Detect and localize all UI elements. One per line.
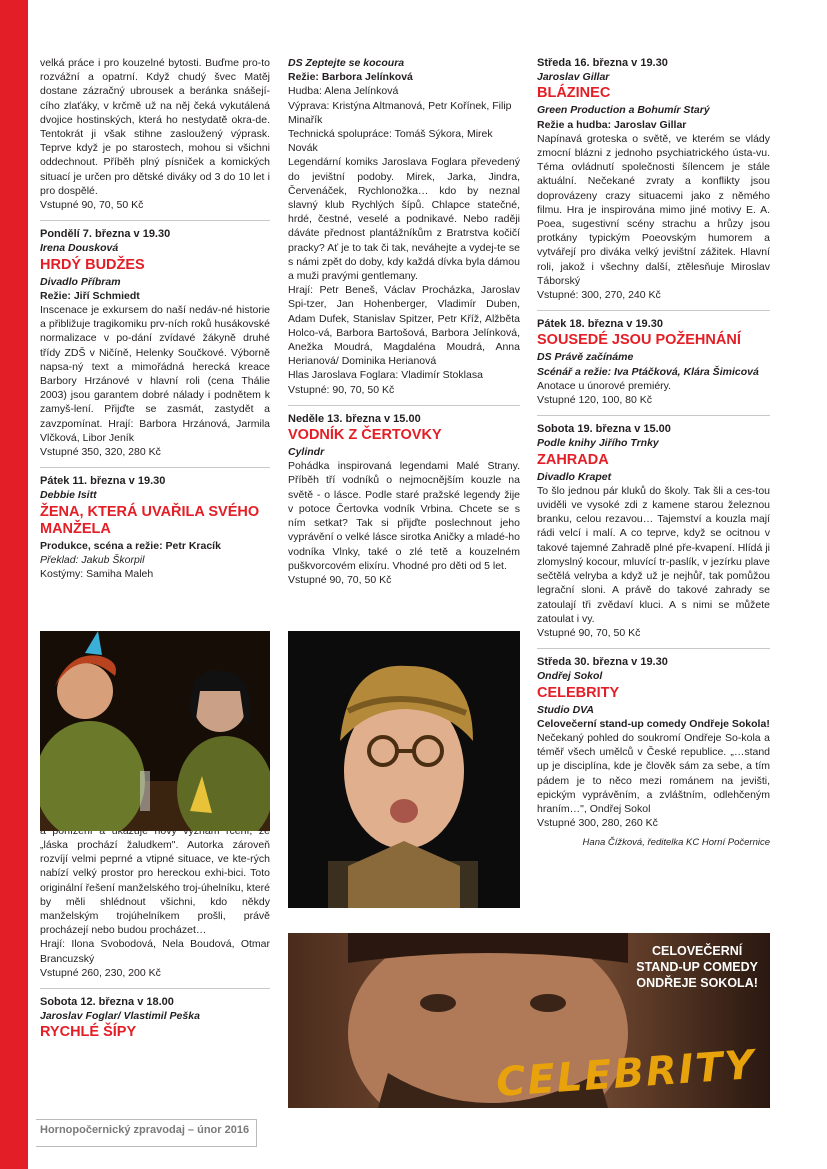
- event-description: Pohádka inspirovaná legendami Malé Strany. Příběh tří vodníků o nejmocnějším kouzle na světě - o lásce. Podle staré pražské legendy žije v potoce Čertovka vodník Vrbina. Chcete se s ním setkat? Tak si přijďte poslechnout jeho vyprávění o velké lásce sirotka Aničky a mladé-ho vodníka Vlnky, také o zlé tetě a kouzelném puškvorcovém elixíru. Vhodné pro děti od 5 let.: [288, 460, 520, 572]
- event-company: Cylindr: [288, 446, 325, 459]
- event-company: DS Právě začínáme: [537, 351, 634, 364]
- event-date: Středa 16. března v 19.30: [537, 57, 668, 69]
- event-description: Inscenace je exkursem do naší nedáv-né historie a přibližuje tragikomiku prv-ních roků husákovské normalizace v po-dání zvídavé žákyně druhé třídy ZDŠ v Ničíně, Helenky Součkové. Výborně napsa-ný text a mimořádná herecká kreace Barbory Hrzánové v hlavní roli (cena Thálie 2003) jsou garantem dobré nálady i podnětem k zamyš-lení. Přijďte se zasmát, zastydět a zavzpomínat. Hrají: Barbora Hrzánová, Jarmila Vlčková, Libor Jeník: [40, 304, 270, 444]
- event-company: Divadlo Krapet: [537, 470, 612, 483]
- footer-text: Hornopočernický zpravodaj – únor 2016: [40, 1124, 250, 1136]
- event-title: BLÁZINEC: [537, 85, 611, 102]
- banner-line-1: CELOVEČERNÍ: [651, 944, 743, 958]
- event-company: Studio DVA: [537, 703, 594, 716]
- signature: Hana Čížková, ředitelka KC Horní Počernice: [582, 837, 770, 849]
- event-date: Středa 30. března v 19.30: [537, 656, 668, 669]
- banner-line-3: ONDŘEJE SOKOLA!: [636, 976, 758, 990]
- divider: [40, 467, 270, 468]
- event-cast: Hrají: Petr Beneš, Václav Procházka, Jaroslav Spi-tzer, Jan Hohenberger, Vladimír Duben, Adam Dufek, Stanislav Spitzer, Petr Kříž, Alžběta Holco-vá, Barbora Bartošová, Barbora Jelínková, Anežka Moudrá, Magdaléna Moudrá, Anna Herianová/ Dominika Herianová: [288, 284, 520, 368]
- event-title: SOUSEDÉ JSOU POŽEHNÁNÍ: [537, 332, 741, 349]
- event-director: Režie: Jiří Schmiedt: [40, 289, 140, 302]
- event-production: Produkce, scéna a režie: Petr Kracík: [40, 539, 221, 552]
- divider: [537, 415, 770, 416]
- event-title: CELEBRITY: [537, 684, 620, 701]
- event-date: Pátek 11. března v 19.30: [40, 475, 166, 488]
- event-costumes: Kostýmy: Samiha Maleh: [40, 568, 154, 581]
- event-title: ZAHRADA: [537, 451, 609, 468]
- event-cast: Hrají: Ilona Svobodová, Nela Boudová, Otmar Brancuzský: [40, 938, 270, 965]
- event-author: Debbie Isitt: [40, 489, 97, 502]
- event-company: Green Production a Bohumír Starý: [537, 104, 710, 117]
- event-author: Podle knihy Jiřího Trnky: [537, 437, 659, 450]
- event-voice: Hlas Jaroslava Foglara: Vladimír Stoklasa: [288, 369, 483, 382]
- event-price: Vstupné 350, 320, 280 Kč: [40, 446, 161, 459]
- photo-illustration: [288, 631, 520, 908]
- banner-tagline: [636, 943, 758, 991]
- event-director: Režie a hudba: Jaroslav Gillar: [537, 118, 687, 131]
- event-author: Jaroslav Gillar: [537, 71, 610, 84]
- column-3: [537, 56, 770, 851]
- event-title: VODNÍK Z ČERTOVKY: [288, 427, 442, 444]
- event-description: Napínavá groteska o světě, ve kterém se vlády zmocní blázni z jednoho psychiatrického ústa-vu. Téma ovládnutí společnosti šílencem je stále aktuální. Nečekané zvraty a konflikty jsou doprovázeny crazy situacemi jako z němého filmu. Hra je inspirována mimo jiné motivy E. A. Poea, sugestivní scény strachu a hrůzy jsou protkány typickým Poeovským humorem a vytvářejí pro diváka velký jevištní zážitek. Hlavní roli, jakož i všechny další, ztělesňuje Miroslav Táborský: [537, 132, 770, 287]
- event-price: Vstupné 260, 230, 200 Kč: [40, 966, 161, 979]
- event-price: Vstupné 120, 100, 80 Kč: [537, 394, 653, 407]
- event-author: Jaroslav Foglar/ Vlastimil Peška: [40, 1010, 200, 1023]
- event-title: HRDÝ BUDŽES: [40, 256, 145, 273]
- credit-line: Hudba: Alena Jelínková: [288, 85, 399, 98]
- photo-two-women: [40, 631, 270, 831]
- event-author: Scénář a režie: Iva Ptáčková, Klára Šimicová: [537, 365, 759, 378]
- divider: [40, 220, 270, 221]
- event-price: Vstupné 300, 280, 260 Kč: [537, 817, 658, 830]
- credit-line: Výprava: Kristýna Altmanová, Petr Kořínek, Filip Minařík: [288, 99, 512, 126]
- photo-illustration: [40, 631, 270, 831]
- column-1: [40, 56, 270, 1042]
- event-director: Režie: Barbora Jelínková: [288, 71, 413, 84]
- banner-line-2: STAND-UP COMEDY: [636, 960, 758, 974]
- credit-line: Technická spolupráce: Tomáš Sýkora, Mirek Novák: [288, 128, 493, 155]
- event-date: Sobota 12. března v 18.00: [40, 995, 174, 1008]
- event-date: Sobota 19. března v 15.00: [537, 423, 671, 436]
- event-company: Divadlo Příbram: [40, 275, 121, 288]
- divider: [40, 988, 270, 989]
- event-description: Legendární komiks Jaroslava Foglara převedený do jevištní podoby. Mirek, Jarka, Jindra, Červenáček, Rychlonožka… kdo by neznal slavný klub Rychlých šípů. Chlapce statečné, hrdé, čestné, veselé a podnikavé. Nebo raději dáváte přednost plantážníkům z Bratrstva kočičí pracky? Ať je to tak či tak, neváhejte a vydej-te se s námi zpět do doby, kdy každá dívka byla dámou a muži pravými gentlemany.: [288, 156, 520, 283]
- event-translation: Překlad: Jakub Škorpil: [40, 553, 145, 566]
- event-price: Vstupné: 300, 270, 240 Kč: [537, 289, 661, 302]
- divider: [537, 648, 770, 649]
- photo-man-headscarf: [288, 631, 520, 908]
- event-company: DS Zeptejte se kocoura: [288, 57, 405, 69]
- event-author: Ondřej Sokol: [537, 670, 603, 683]
- banner-logo: CELEBRITY: [494, 1041, 758, 1107]
- event-price: Vstupné 90, 70, 50 Kč: [537, 626, 641, 639]
- red-margin-bar: [0, 0, 28, 1169]
- event-price: Vstupné: 90, 70, 50 Kč: [288, 383, 395, 396]
- divider: [288, 405, 520, 406]
- event-title: RYCHLÉ ŠÍPY: [40, 1024, 137, 1041]
- event-description: „láska prochází žaludkem". Autorka zároveň rozvíjí velmi peprné a vtipné situace, ve kte-rých nabízí velký prostor pro hereckou exhi-bici. Toto originální řešení manželského troj-úhelníku, které by měli shlédnout všichni, kdo někdy manželským trojúhelníkem prošli, právě procházejí nebo budou procházet…: [40, 838, 270, 937]
- event-description: To šlo jednou pár kluků do školy. Tak šli a ces-tou uviděli ve vysoké zdi z kamene starou železnou branku, celou rezavou… Tajemství a kouzla mají rádi velcí i malí. A co teprve, když se ocitnou v takové tajemné Zahradě plné pře-kvapení. Hlídá ji zlomyslný kocour, mluvící tr-paslík, v jezírku plave sečtělá velryba a když už je nejhůř, tak pomůžou legrační sloni. A právě do takové zahrady se zatoulají tři zvědaví kluci. A s nimi se můžete zatoulat i vy.: [537, 484, 770, 625]
- celebrity-banner: [288, 933, 770, 1108]
- event-title: ŽENA, KTERÁ UVAŘILA SVÉHO MANŽELA: [40, 503, 260, 537]
- intro-text: velká práce i pro kouzelné bytosti. Buďme pro-to rozvážní a opatrní. Když chudý švec Matěj dostane zázračný ubrousek a beránka snášejí-cího zlaťáky, v krčmě už na něj čeká vykutálená dvojice hostinských, která ho nestydatě okra-de. Tentokrát ji však stihne zasloužený výprask. Teprve když je po starostech, mohou si všichni oddechnout. Příběh plný písniček a komických situací je určen pro dětské diváky od 3 do 10 let i pro dospělé.: [40, 57, 270, 197]
- event-date: Pátek 18. března v 19.30: [537, 318, 663, 331]
- event-description: Nečekaný pohled do soukromí Ondřeje So-kola a téměř všech umělců v České republice. „…stand up je disciplína, kde je člověk sám za sebe, a tím pádem je to něco mezi románem na jevišti, epickým vyprávěním, a zvláštním, odlehčeným hraním…", Ondřej Sokol: [537, 731, 770, 815]
- divider: [537, 310, 770, 311]
- intro-price: Vstupné 90, 70, 50 Kč: [40, 199, 144, 212]
- event-description: Anotace u únorové premiéry.: [537, 379, 672, 392]
- event-author: Irena Dousková: [40, 242, 119, 255]
- column-2: [288, 56, 520, 587]
- event-date: Neděle 13. března v 15.00: [288, 412, 421, 425]
- event-price: Vstupné 90, 70, 50 Kč: [288, 573, 392, 586]
- event-date: Pondělí 7. března v 19.30: [40, 228, 171, 241]
- event-subtitle: Celovečerní stand-up comedy Ondřeje Sokola!: [537, 717, 770, 730]
